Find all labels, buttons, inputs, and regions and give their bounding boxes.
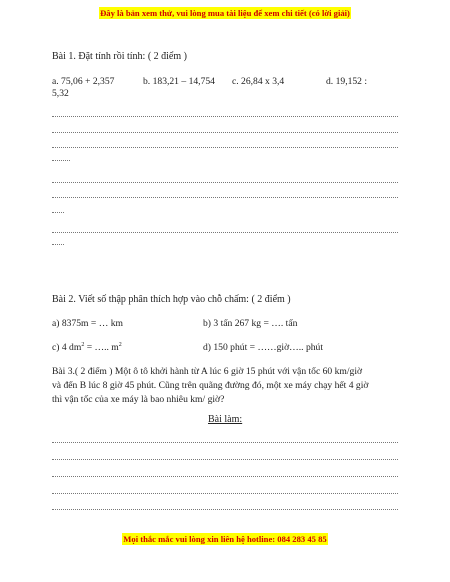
bai2-item-c-mid: = ….. m [84, 342, 119, 353]
answer-line [52, 124, 398, 133]
answer-line [52, 139, 398, 148]
answer-line [52, 485, 398, 494]
bai2-item-c-pre: c) 4 dm [52, 342, 82, 353]
bai2-item-c [52, 342, 122, 354]
answer-line [52, 236, 64, 245]
bai1-title: Bài 1. Đặt tính rồi tính: ( 2 điểm ) [52, 51, 187, 62]
answer-line [52, 501, 398, 510]
bai2-item-c-exp: 2 [81, 342, 85, 348]
bai2-item-a: a) 8375m = … km [52, 318, 123, 329]
answer-line [52, 204, 64, 213]
bai2-item-b: b) 3 tấn 267 kg = …. tấn [203, 318, 298, 329]
answer-line [52, 468, 398, 477]
header-banner-text: Đây là bản xem thử, vui lòng mua tài liệu để xem chi tiết (có lời giải) [100, 8, 350, 18]
bai-lam-heading: Bài làm: [208, 414, 243, 425]
answer-line [52, 174, 398, 183]
bai2-item-d: d) 150 phút = ……giờ….. phút [203, 342, 324, 353]
bai3-line-2: và đến B lúc 8 giờ 45 phút. Cũng trên quãng đường đó, một xe máy chạy hết 4 giờ [52, 380, 369, 391]
answer-line [52, 451, 398, 460]
answer-line [52, 224, 398, 233]
bai3-line-1: Bài 3.( 2 điểm ) Một ô tô khởi hành từ A lúc 6 giờ 15 phút với vận tốc 60 km/giờ [52, 366, 363, 377]
answer-line [52, 434, 398, 443]
bai1-item-d: d. 19,152 : [326, 76, 368, 87]
bai1-item-a: a. 75,06 + 2,357 [52, 76, 115, 87]
bai1-item-d-cont: 5,32 [52, 88, 69, 99]
bai1-item-c: c. 26,84 x 3,4 [232, 76, 285, 87]
bai3-line-3: thì vận tốc của xe máy là bao nhiêu km/ giờ? [52, 394, 225, 405]
bai2-item-c-exp2: 2 [118, 342, 122, 348]
footer-banner [0, 534, 450, 544]
bai2-title: Bài 2. Viết số thập phân thích hợp vào chỗ chấm: ( 2 điểm ) [52, 294, 291, 305]
answer-line [52, 152, 70, 161]
answer-line [52, 189, 398, 198]
header-banner [0, 8, 450, 18]
footer-banner-text: Mọi thắc mắc vui lòng xin liên hệ hotline: 084 283 45 85 [123, 534, 327, 544]
bai1-item-b: b. 183,21 – 14,754 [143, 76, 215, 87]
answer-line [52, 108, 398, 117]
